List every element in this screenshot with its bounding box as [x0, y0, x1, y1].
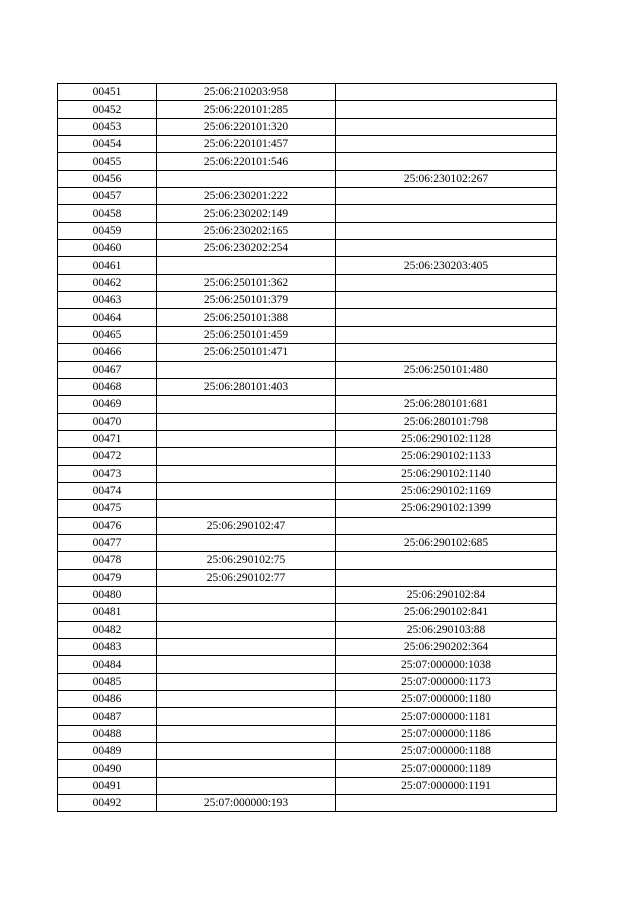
- cadastral-number-cell-a: 25:06:230202:254: [157, 240, 336, 257]
- cadastral-number-cell-a: [157, 413, 336, 430]
- cadastral-number-cell-a: [157, 482, 336, 499]
- table-row: [58, 205, 557, 222]
- row-number-cell: 00479: [58, 569, 157, 586]
- table-row: [58, 396, 557, 413]
- cadastral-number-cell-a: [157, 361, 336, 378]
- cadastral-number-cell-b: [336, 136, 557, 153]
- row-number-cell: 00484: [58, 656, 157, 673]
- cadastral-number-cell-b: [336, 153, 557, 170]
- table-row: [58, 257, 557, 274]
- cadastral-number-cell-a: [157, 396, 336, 413]
- cadastral-number-cell-b: 25:06:280101:681: [336, 396, 557, 413]
- table-row: [58, 344, 557, 361]
- row-number-cell: 00472: [58, 448, 157, 465]
- table-row: [58, 170, 557, 187]
- cadastral-number-cell-a: [157, 725, 336, 742]
- row-number-cell: 00459: [58, 222, 157, 239]
- row-number-cell: 00458: [58, 205, 157, 222]
- table-row: [58, 153, 557, 170]
- table-row: [58, 708, 557, 725]
- table-row: [58, 361, 557, 378]
- cadastral-number-cell-b: 25:07:000000:1173: [336, 673, 557, 690]
- cadastral-number-cell-a: [157, 448, 336, 465]
- row-number-cell: 00486: [58, 691, 157, 708]
- row-number-cell: 00451: [58, 84, 157, 101]
- row-number-cell: 00490: [58, 760, 157, 777]
- row-number-cell: 00463: [58, 292, 157, 309]
- cadastral-number-cell-b: 25:06:290102:1399: [336, 500, 557, 517]
- table-row: [58, 482, 557, 499]
- row-number-cell: 00489: [58, 743, 157, 760]
- cadastral-number-cell-b: [336, 84, 557, 101]
- table-row: [58, 413, 557, 430]
- cadastral-number-cell-b: 25:06:290102:1133: [336, 448, 557, 465]
- row-number-cell: 00477: [58, 534, 157, 551]
- row-number-cell: 00455: [58, 153, 157, 170]
- cadastral-number-cell-b: 25:07:000000:1189: [336, 760, 557, 777]
- row-number-cell: 00480: [58, 586, 157, 603]
- cadastral-number-cell-b: 25:06:290103:88: [336, 621, 557, 638]
- cadastral-number-cell-a: [157, 534, 336, 551]
- table-row: [58, 84, 557, 101]
- cadastral-number-cell-b: [336, 188, 557, 205]
- cadastral-number-cell-b: 25:06:290102:841: [336, 604, 557, 621]
- table-row: [58, 101, 557, 118]
- cadastral-number-cell-a: 25:06:290102:47: [157, 517, 336, 534]
- table-row: [58, 691, 557, 708]
- cadastral-number-cell-b: 25:06:250101:480: [336, 361, 557, 378]
- table-row: [58, 795, 557, 812]
- row-number-cell: 00462: [58, 274, 157, 291]
- cadastral-number-cell-a: [157, 586, 336, 603]
- row-number-cell: 00474: [58, 482, 157, 499]
- cadastral-number-cell-b: 25:07:000000:1181: [336, 708, 557, 725]
- row-number-cell: 00464: [58, 309, 157, 326]
- table-row: [58, 569, 557, 586]
- cadastral-number-cell-b: 25:07:000000:1038: [336, 656, 557, 673]
- cadastral-number-cell-b: [336, 378, 557, 395]
- cadastral-number-cell-b: 25:07:000000:1188: [336, 743, 557, 760]
- cadastral-number-cell-b: [336, 240, 557, 257]
- cadastral-number-table: [57, 83, 557, 812]
- row-number-cell: 00473: [58, 465, 157, 482]
- cadastral-number-cell-a: [157, 430, 336, 447]
- row-number-cell: 00483: [58, 639, 157, 656]
- cadastral-number-cell-b: 25:06:290102:84: [336, 586, 557, 603]
- cadastral-number-cell-b: [336, 309, 557, 326]
- table-row: [58, 517, 557, 534]
- table-row: [58, 621, 557, 638]
- cadastral-number-cell-b: [336, 292, 557, 309]
- table-row: [58, 118, 557, 135]
- row-number-cell: 00467: [58, 361, 157, 378]
- cadastral-number-cell-b: 25:06:230102:267: [336, 170, 557, 187]
- row-number-cell: 00457: [58, 188, 157, 205]
- cadastral-number-cell-b: 25:06:230203:405: [336, 257, 557, 274]
- cadastral-number-cell-b: [336, 569, 557, 586]
- table-row: [58, 188, 557, 205]
- cadastral-number-cell-a: 25:06:290102:75: [157, 552, 336, 569]
- row-number-cell: 00481: [58, 604, 157, 621]
- cadastral-number-cell-b: 25:06:290102:1140: [336, 465, 557, 482]
- cadastral-number-cell-a: [157, 708, 336, 725]
- cadastral-number-cell-a: 25:06:230201:222: [157, 188, 336, 205]
- row-number-cell: 00461: [58, 257, 157, 274]
- row-number-cell: 00485: [58, 673, 157, 690]
- cadastral-number-cell-a: 25:06:250101:459: [157, 326, 336, 343]
- table-row: [58, 136, 557, 153]
- row-number-cell: 00487: [58, 708, 157, 725]
- cadastral-number-cell-a: 25:06:250101:379: [157, 292, 336, 309]
- row-number-cell: 00452: [58, 101, 157, 118]
- cadastral-number-cell-b: 25:07:000000:1186: [336, 725, 557, 742]
- row-number-cell: 00482: [58, 621, 157, 638]
- row-number-cell: 00460: [58, 240, 157, 257]
- row-number-cell: 00465: [58, 326, 157, 343]
- table-row: [58, 725, 557, 742]
- cadastral-number-cell-b: [336, 795, 557, 812]
- table-row: [58, 448, 557, 465]
- row-number-cell: 00471: [58, 430, 157, 447]
- table-row: [58, 586, 557, 603]
- table-row: [58, 673, 557, 690]
- cadastral-number-cell-b: 25:07:000000:1191: [336, 777, 557, 794]
- cadastral-number-cell-a: [157, 500, 336, 517]
- cadastral-number-cell-b: [336, 101, 557, 118]
- cadastral-number-cell-a: [157, 743, 336, 760]
- table-row: [58, 465, 557, 482]
- cadastral-number-cell-a: 25:06:220101:285: [157, 101, 336, 118]
- cadastral-number-cell-b: [336, 326, 557, 343]
- row-number-cell: 00469: [58, 396, 157, 413]
- cadastral-number-cell-b: 25:06:290102:1128: [336, 430, 557, 447]
- table-row: [58, 534, 557, 551]
- cadastral-number-cell-a: [157, 465, 336, 482]
- table-row: [58, 274, 557, 291]
- cadastral-number-cell-b: [336, 205, 557, 222]
- row-number-cell: 00453: [58, 118, 157, 135]
- table-row: [58, 240, 557, 257]
- table-row: [58, 552, 557, 569]
- cadastral-number-cell-a: 25:06:220101:457: [157, 136, 336, 153]
- cadastral-number-cell-a: [157, 656, 336, 673]
- table-body: [58, 84, 557, 812]
- cadastral-number-cell-a: [157, 639, 336, 656]
- row-number-cell: 00476: [58, 517, 157, 534]
- table-row: [58, 743, 557, 760]
- cadastral-number-cell-a: [157, 691, 336, 708]
- cadastral-number-cell-a: 25:06:220101:320: [157, 118, 336, 135]
- row-number-cell: 00468: [58, 378, 157, 395]
- cadastral-number-cell-b: 25:07:000000:1180: [336, 691, 557, 708]
- cadastral-number-cell-b: 25:06:280101:798: [336, 413, 557, 430]
- cadastral-number-cell-b: 25:06:290102:1169: [336, 482, 557, 499]
- cadastral-number-cell-a: 25:06:250101:471: [157, 344, 336, 361]
- cadastral-number-cell-b: [336, 552, 557, 569]
- table-row: [58, 760, 557, 777]
- cadastral-number-cell-b: [336, 274, 557, 291]
- cadastral-number-cell-b: 25:06:290202:364: [336, 639, 557, 656]
- cadastral-number-cell-a: 25:07:000000:193: [157, 795, 336, 812]
- table-row: [58, 378, 557, 395]
- table-row: [58, 430, 557, 447]
- table-row: [58, 639, 557, 656]
- row-number-cell: 00488: [58, 725, 157, 742]
- cadastral-number-cell-a: 25:06:250101:388: [157, 309, 336, 326]
- cadastral-number-cell-a: 25:06:290102:77: [157, 569, 336, 586]
- row-number-cell: 00475: [58, 500, 157, 517]
- row-number-cell: 00454: [58, 136, 157, 153]
- cadastral-number-cell-a: 25:06:210203:958: [157, 84, 336, 101]
- cadastral-number-cell-a: [157, 621, 336, 638]
- cadastral-number-cell-a: [157, 604, 336, 621]
- cadastral-number-cell-a: [157, 673, 336, 690]
- row-number-cell: 00470: [58, 413, 157, 430]
- table-row: [58, 604, 557, 621]
- cadastral-number-cell-a: [157, 760, 336, 777]
- cadastral-number-cell-a: [157, 777, 336, 794]
- row-number-cell: 00491: [58, 777, 157, 794]
- cadastral-number-cell-a: 25:06:250101:362: [157, 274, 336, 291]
- table-row: [58, 326, 557, 343]
- row-number-cell: 00492: [58, 795, 157, 812]
- cadastral-number-cell-b: [336, 344, 557, 361]
- row-number-cell: 00466: [58, 344, 157, 361]
- cadastral-number-cell-a: [157, 170, 336, 187]
- table-row: [58, 656, 557, 673]
- cadastral-number-cell-b: 25:06:290102:685: [336, 534, 557, 551]
- cadastral-number-cell-b: [336, 118, 557, 135]
- row-number-cell: 00478: [58, 552, 157, 569]
- cadastral-number-cell-b: [336, 222, 557, 239]
- cadastral-number-cell-a: 25:06:280101:403: [157, 378, 336, 395]
- table-row: [58, 777, 557, 794]
- table-row: [58, 292, 557, 309]
- cadastral-number-cell-b: [336, 517, 557, 534]
- cadastral-number-cell-a: 25:06:230202:149: [157, 205, 336, 222]
- cadastral-number-cell-a: [157, 257, 336, 274]
- table-row: [58, 500, 557, 517]
- cadastral-number-cell-a: 25:06:220101:546: [157, 153, 336, 170]
- row-number-cell: 00456: [58, 170, 157, 187]
- table-row: [58, 309, 557, 326]
- cadastral-number-cell-a: 25:06:230202:165: [157, 222, 336, 239]
- table-row: [58, 222, 557, 239]
